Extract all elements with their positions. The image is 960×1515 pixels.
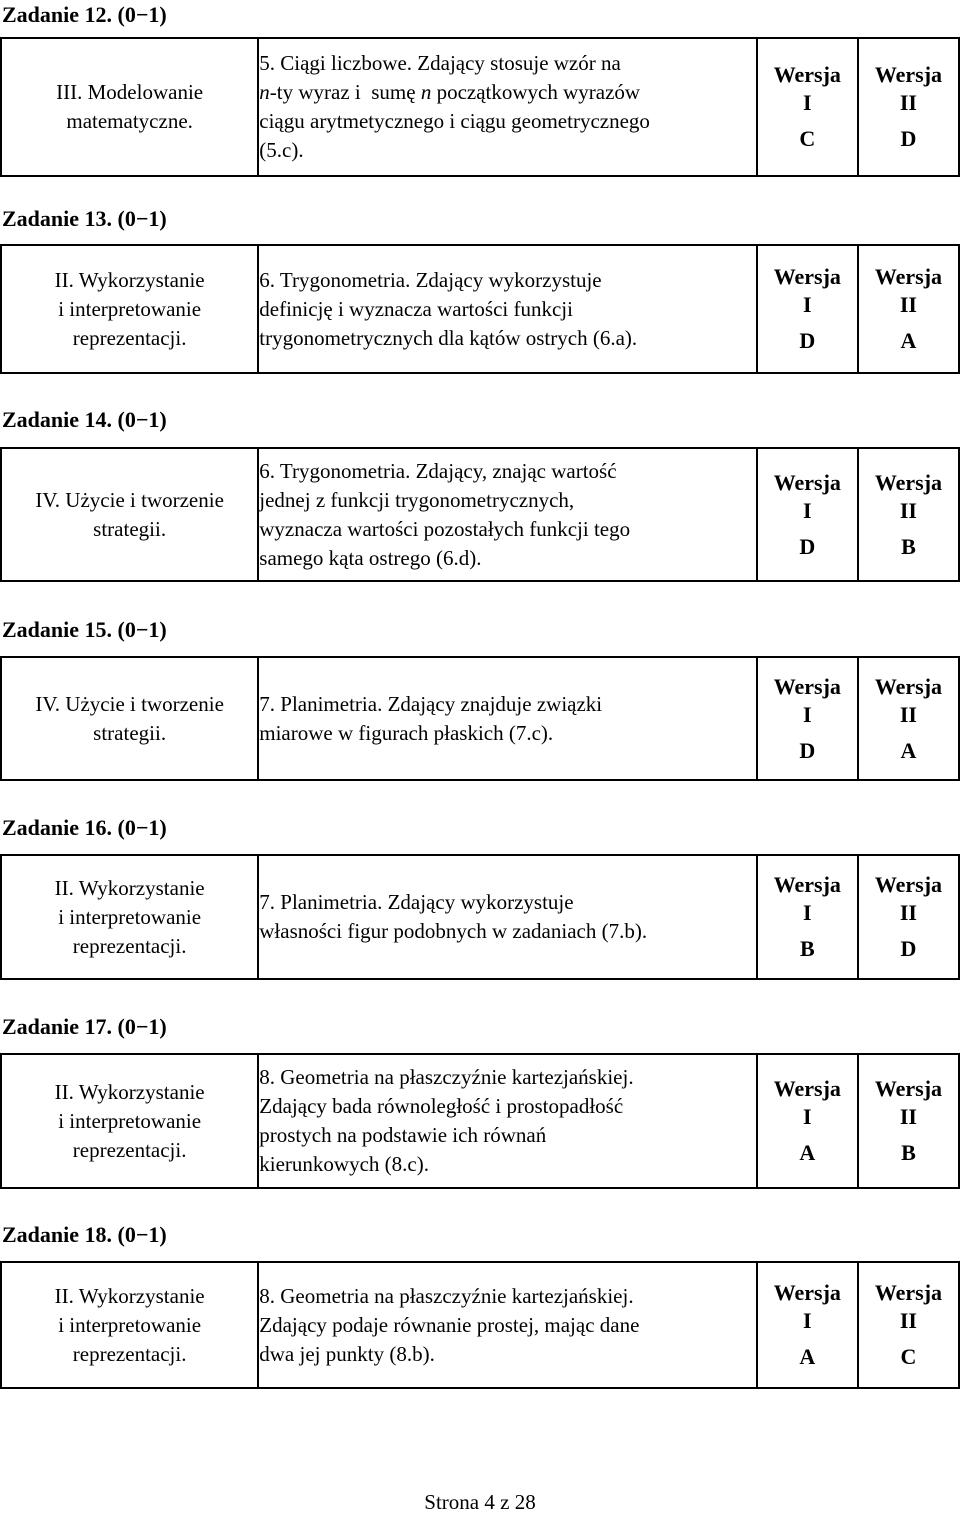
version-1-cell	[757, 657, 858, 780]
table-row	[1, 657, 959, 780]
skill-category-line: matematyczne.	[66, 109, 193, 133]
requirement-line: kierunkowych (8.c).	[259, 1152, 429, 1176]
task-table	[0, 656, 960, 781]
version-1-cell	[757, 38, 858, 176]
version-2-answer: D	[900, 126, 917, 151]
skill-category-line: i interpretowanie	[58, 296, 202, 321]
task-table	[0, 1053, 960, 1189]
skill-category-line: II. Wykorzystanie	[54, 875, 205, 900]
requirement-line: 6. Trygonometria. Zdający, znając wartość	[259, 458, 617, 483]
requirement-text	[258, 448, 757, 581]
task-table	[0, 37, 960, 177]
requirement-line: własności figur podobnych w zadaniach (7.b).	[259, 919, 648, 943]
task-title: Zadanie 17. (0−1)	[2, 1014, 167, 1039]
requirement-text	[258, 657, 757, 780]
version-2-label: Wersja II	[874, 872, 943, 925]
requirement-text	[258, 1054, 757, 1188]
requirement-line: 6. Trygonometria. Zdający wykorzystuje	[259, 267, 602, 292]
requirement-line: Zdający podaje równanie prostej, mając dane	[259, 1312, 640, 1337]
version-1-answer: A	[799, 1344, 816, 1369]
requirement-line: dwa jej punkty (8.b).	[259, 1341, 435, 1366]
task-title: Zadanie 16. (0−1)	[2, 815, 167, 840]
task-title: Zadanie 15. (0−1)	[2, 617, 167, 642]
table-row	[1, 1262, 959, 1388]
version-2-cell	[858, 1262, 959, 1388]
skill-category-line: i interpretowanie	[58, 1312, 202, 1337]
skill-category	[1, 1054, 258, 1188]
version-1-answer: C	[799, 126, 816, 151]
page-number: Strona 4 z 28	[424, 1490, 536, 1514]
skill-category-line: reprezentacji.	[72, 933, 187, 958]
requirement-line: 5. Ciągi liczbowe. Zdający stosuje wzór na	[259, 51, 621, 75]
skill-category-line: strategii.	[93, 720, 167, 745]
skill-category	[1, 1262, 258, 1388]
task-title: Zadanie 18. (0−1)	[2, 1222, 167, 1247]
skill-category-line: II. Wykorzystanie	[54, 1283, 205, 1308]
requirement-line: 8. Geometria na płaszczyźnie kartezjańskiej.	[259, 1065, 634, 1089]
skill-category-line: reprezentacji.	[72, 1341, 187, 1366]
version-1-label: Wersja I	[773, 62, 841, 115]
skill-category-line: II. Wykorzystanie	[54, 267, 205, 292]
version-1-answer: D	[799, 737, 816, 763]
version-1-label: Wersja I	[773, 1280, 841, 1333]
table-row	[1, 38, 959, 176]
table-row	[1, 245, 959, 373]
version-1-answer: A	[799, 1140, 816, 1165]
skill-category-line: i interpretowanie	[58, 904, 202, 929]
version-2-cell	[858, 1054, 959, 1188]
version-2-cell	[858, 38, 959, 176]
version-2-answer: D	[900, 936, 917, 961]
requirement-text	[258, 38, 757, 176]
version-1-cell	[757, 855, 858, 979]
task-title: Zadanie 12. (0−1)	[2, 2, 167, 27]
version-2-answer: A	[900, 328, 917, 353]
version-1-label: Wersja I	[773, 872, 841, 925]
skill-category-line: II. Wykorzystanie	[54, 1079, 205, 1104]
task-table	[0, 447, 960, 582]
version-2-label: Wersja II	[874, 1076, 943, 1129]
skill-category	[1, 657, 258, 780]
version-2-cell	[858, 448, 959, 581]
requirement-text	[258, 245, 757, 373]
requirement-line: ciągu arytmetycznego i ciągu geometrycznego	[259, 109, 650, 133]
requirement-line: miarowe w figurach płaskich (7.c).	[259, 720, 554, 745]
task-title: Zadanie 14. (0−1)	[2, 407, 167, 432]
version-2-cell	[858, 657, 959, 780]
version-2-answer: C	[900, 1344, 917, 1369]
skill-category	[1, 448, 258, 581]
requirement-line: definicję i wyznacza wartości funkcji	[259, 296, 573, 321]
version-2-label: Wersja II	[874, 62, 943, 115]
version-1-label: Wersja I	[773, 1076, 841, 1129]
requirement-text	[258, 855, 757, 979]
skill-category	[1, 855, 258, 979]
version-1-answer: D	[799, 533, 816, 559]
skill-category-line: IV. Użycie i tworzenie	[35, 691, 224, 716]
skill-category-line: reprezentacji.	[72, 325, 187, 350]
skill-category	[1, 38, 258, 176]
version-2-answer: A	[900, 737, 917, 763]
requirement-line: (5.c).	[259, 138, 304, 162]
version-1-cell	[757, 1262, 858, 1388]
requirement-line: jednej z funkcji trygonometrycznych,	[259, 487, 575, 512]
task-title: Zadanie 13. (0−1)	[2, 206, 167, 231]
version-2-cell	[858, 855, 959, 979]
requirement-line: samego kąta ostrego (6.d).	[259, 545, 482, 570]
skill-category	[1, 245, 258, 373]
version-2-label: Wersja II	[874, 264, 943, 317]
requirement-line: trygonometrycznych dla kątów ostrych (6.a).	[259, 325, 638, 350]
task-table	[0, 1261, 960, 1389]
version-1-label: Wersja I	[773, 469, 841, 523]
skill-category-line: III. Modelowanie	[56, 80, 204, 104]
requirement-line: 7. Planimetria. Zdający znajduje związki	[259, 691, 603, 716]
version-1-label: Wersja I	[773, 264, 841, 317]
version-2-answer: B	[901, 533, 916, 559]
skill-category-line: strategii.	[93, 516, 167, 541]
requirement-line: 7. Planimetria. Zdający wykorzystuje	[259, 890, 574, 914]
version-1-cell	[757, 1054, 858, 1188]
requirement-line: wyznacza wartości pozostałych funkcji tego	[259, 516, 631, 541]
version-2-cell	[858, 245, 959, 373]
version-2-answer: B	[901, 1140, 916, 1165]
version-2-label: Wersja II	[874, 469, 943, 523]
version-2-label: Wersja II	[874, 673, 943, 727]
task-table	[0, 244, 960, 374]
version-2-label: Wersja II	[874, 1280, 943, 1333]
version-1-cell	[757, 448, 858, 581]
table-row	[1, 855, 959, 979]
skill-category-line: IV. Użycie i tworzenie	[35, 487, 224, 512]
skill-category-line: i interpretowanie	[58, 1108, 202, 1133]
requirement-text	[258, 1262, 757, 1388]
version-1-cell	[757, 245, 858, 373]
requirement-line: prostych na podstawie ich równań	[259, 1123, 547, 1147]
skill-category-line: reprezentacji.	[72, 1137, 187, 1162]
requirement-line: n-ty wyraz i sumę n początkowych wyrazów	[259, 80, 641, 104]
version-1-answer: D	[799, 328, 816, 353]
requirement-line: 8. Geometria na płaszczyźnie kartezjańskiej.	[259, 1283, 634, 1308]
task-table	[0, 854, 960, 980]
requirement-line: Zdający bada równoległość i prostopadłość	[259, 1094, 624, 1118]
version-1-label: Wersja I	[773, 673, 841, 727]
version-1-answer: B	[799, 936, 815, 961]
table-row	[1, 1054, 959, 1188]
table-row	[1, 448, 959, 581]
